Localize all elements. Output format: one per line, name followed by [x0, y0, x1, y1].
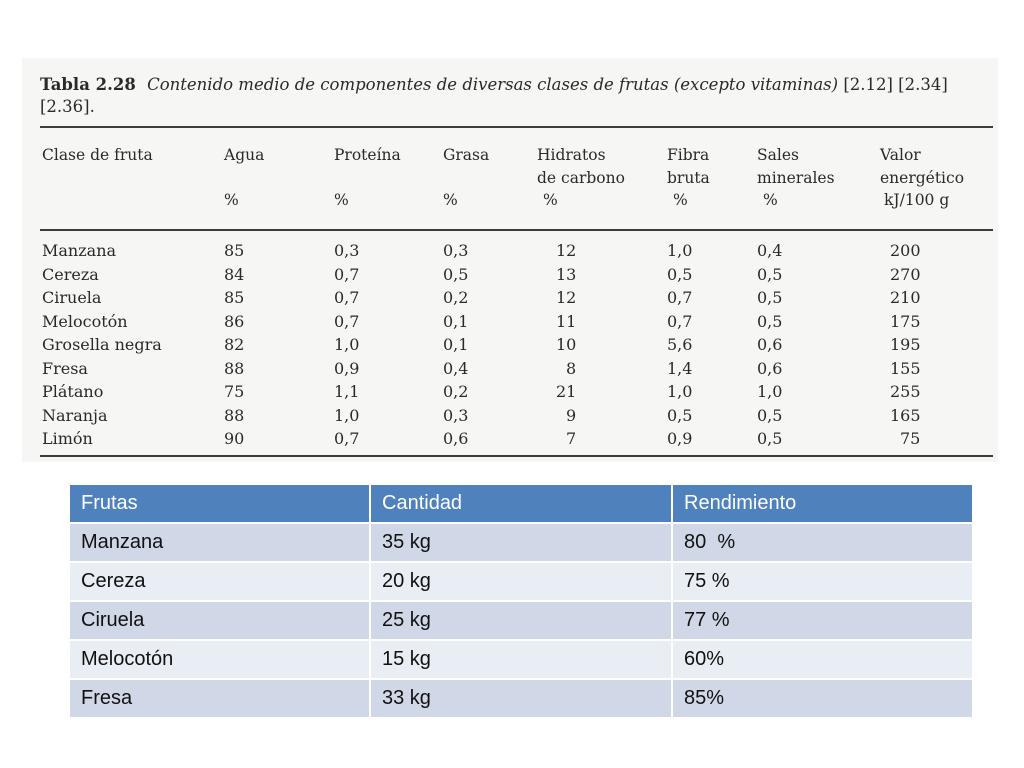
fruit-yield-table	[68, 483, 974, 719]
table-row: Naranja 88 1,0 0,3 9 0,5 0,5 165	[42, 405, 921, 425]
unit-valor: kJ/100 g	[884, 191, 950, 209]
table-row: Limón 90 0,7 0,6 7 0,9 0,5 75	[42, 429, 921, 448]
table-row	[69, 562, 973, 601]
caption-refs: [2.12] [2.34] [2.36].	[40, 75, 948, 116]
cell-cantidad: 35 kg	[370, 523, 672, 562]
header-rendimiento: Rendimiento	[672, 484, 973, 523]
unit-sales: %	[763, 191, 778, 209]
cell-rendimiento: 85%	[672, 679, 973, 718]
unit-fibra: %	[673, 191, 688, 209]
cell-cantidad: 33 kg	[370, 679, 672, 718]
header-grasa: Grasa	[443, 146, 490, 164]
header-cantidad: Cantidad	[370, 484, 672, 523]
caption-label: Tabla 2.28	[40, 75, 136, 94]
cell-cantidad: 15 kg	[370, 640, 672, 679]
header-hidratos: Hidratos de carbono	[537, 146, 625, 187]
cell-fruta: Melocotón	[69, 640, 370, 679]
cell-fruta: Ciruela	[69, 601, 370, 640]
scanned-table-image	[22, 58, 998, 462]
table-header-row	[69, 484, 973, 523]
cell-rendimiento: 77 %	[672, 601, 973, 640]
top-rule	[40, 126, 993, 128]
cell-fruta: Fresa	[69, 679, 370, 718]
table-row	[69, 601, 973, 640]
header-agua: Agua	[224, 146, 265, 164]
unit-grasa: %	[443, 191, 458, 209]
table-caption	[40, 74, 995, 118]
cell-rendimiento: 60%	[672, 640, 973, 679]
table-row	[69, 679, 973, 718]
header-fibra: Fibra bruta	[667, 146, 710, 187]
header-proteina: Proteína	[334, 146, 401, 164]
table-row: Manzana 85 0,3 0,3 12 1,0 0,4 200	[42, 241, 921, 260]
table-row: Ciruela 85 0,7 0,2 12 0,7 0,5 210	[42, 288, 921, 307]
header-clase-de-fruta: Clase de fruta	[42, 146, 153, 164]
header-sales: Sales minerales	[757, 146, 835, 187]
cell-fruta: Manzana	[69, 523, 370, 562]
caption-title: Contenido medio de componentes de diversas clases de frutas (excepto vitaminas)	[147, 75, 839, 94]
cell-rendimiento: 80 %	[672, 523, 973, 562]
table-row: Melocotón 86 0,7 0,1 11 0,7 0,5 175	[42, 311, 921, 331]
cell-rendimiento: 75 %	[672, 562, 973, 601]
header-frutas: Frutas	[69, 484, 370, 523]
table-row: Grosella negra 82 1,0 0,1 10 5,6 0,6 195	[42, 335, 921, 354]
unit-agua: %	[224, 191, 239, 209]
unit-hidratos: %	[543, 191, 558, 209]
table-row: Cereza 84 0,7 0,5 13 0,5 0,5 270	[42, 264, 921, 284]
table-row: Fresa 88 0,9 0,4 8 1,4 0,6 155	[42, 358, 921, 378]
cell-cantidad: 20 kg	[370, 562, 672, 601]
header-valor: Valor energético	[880, 146, 965, 187]
cell-cantidad: 25 kg	[370, 601, 672, 640]
table-row	[69, 640, 973, 679]
bottom-rule	[40, 455, 993, 457]
table-row	[69, 523, 973, 562]
unit-proteina: %	[334, 191, 349, 209]
cell-fruta: Cereza	[69, 562, 370, 601]
table-row: Plátano 75 1,1 0,2 21 1,0 1,0 255	[42, 382, 921, 401]
header-rule	[40, 229, 993, 231]
